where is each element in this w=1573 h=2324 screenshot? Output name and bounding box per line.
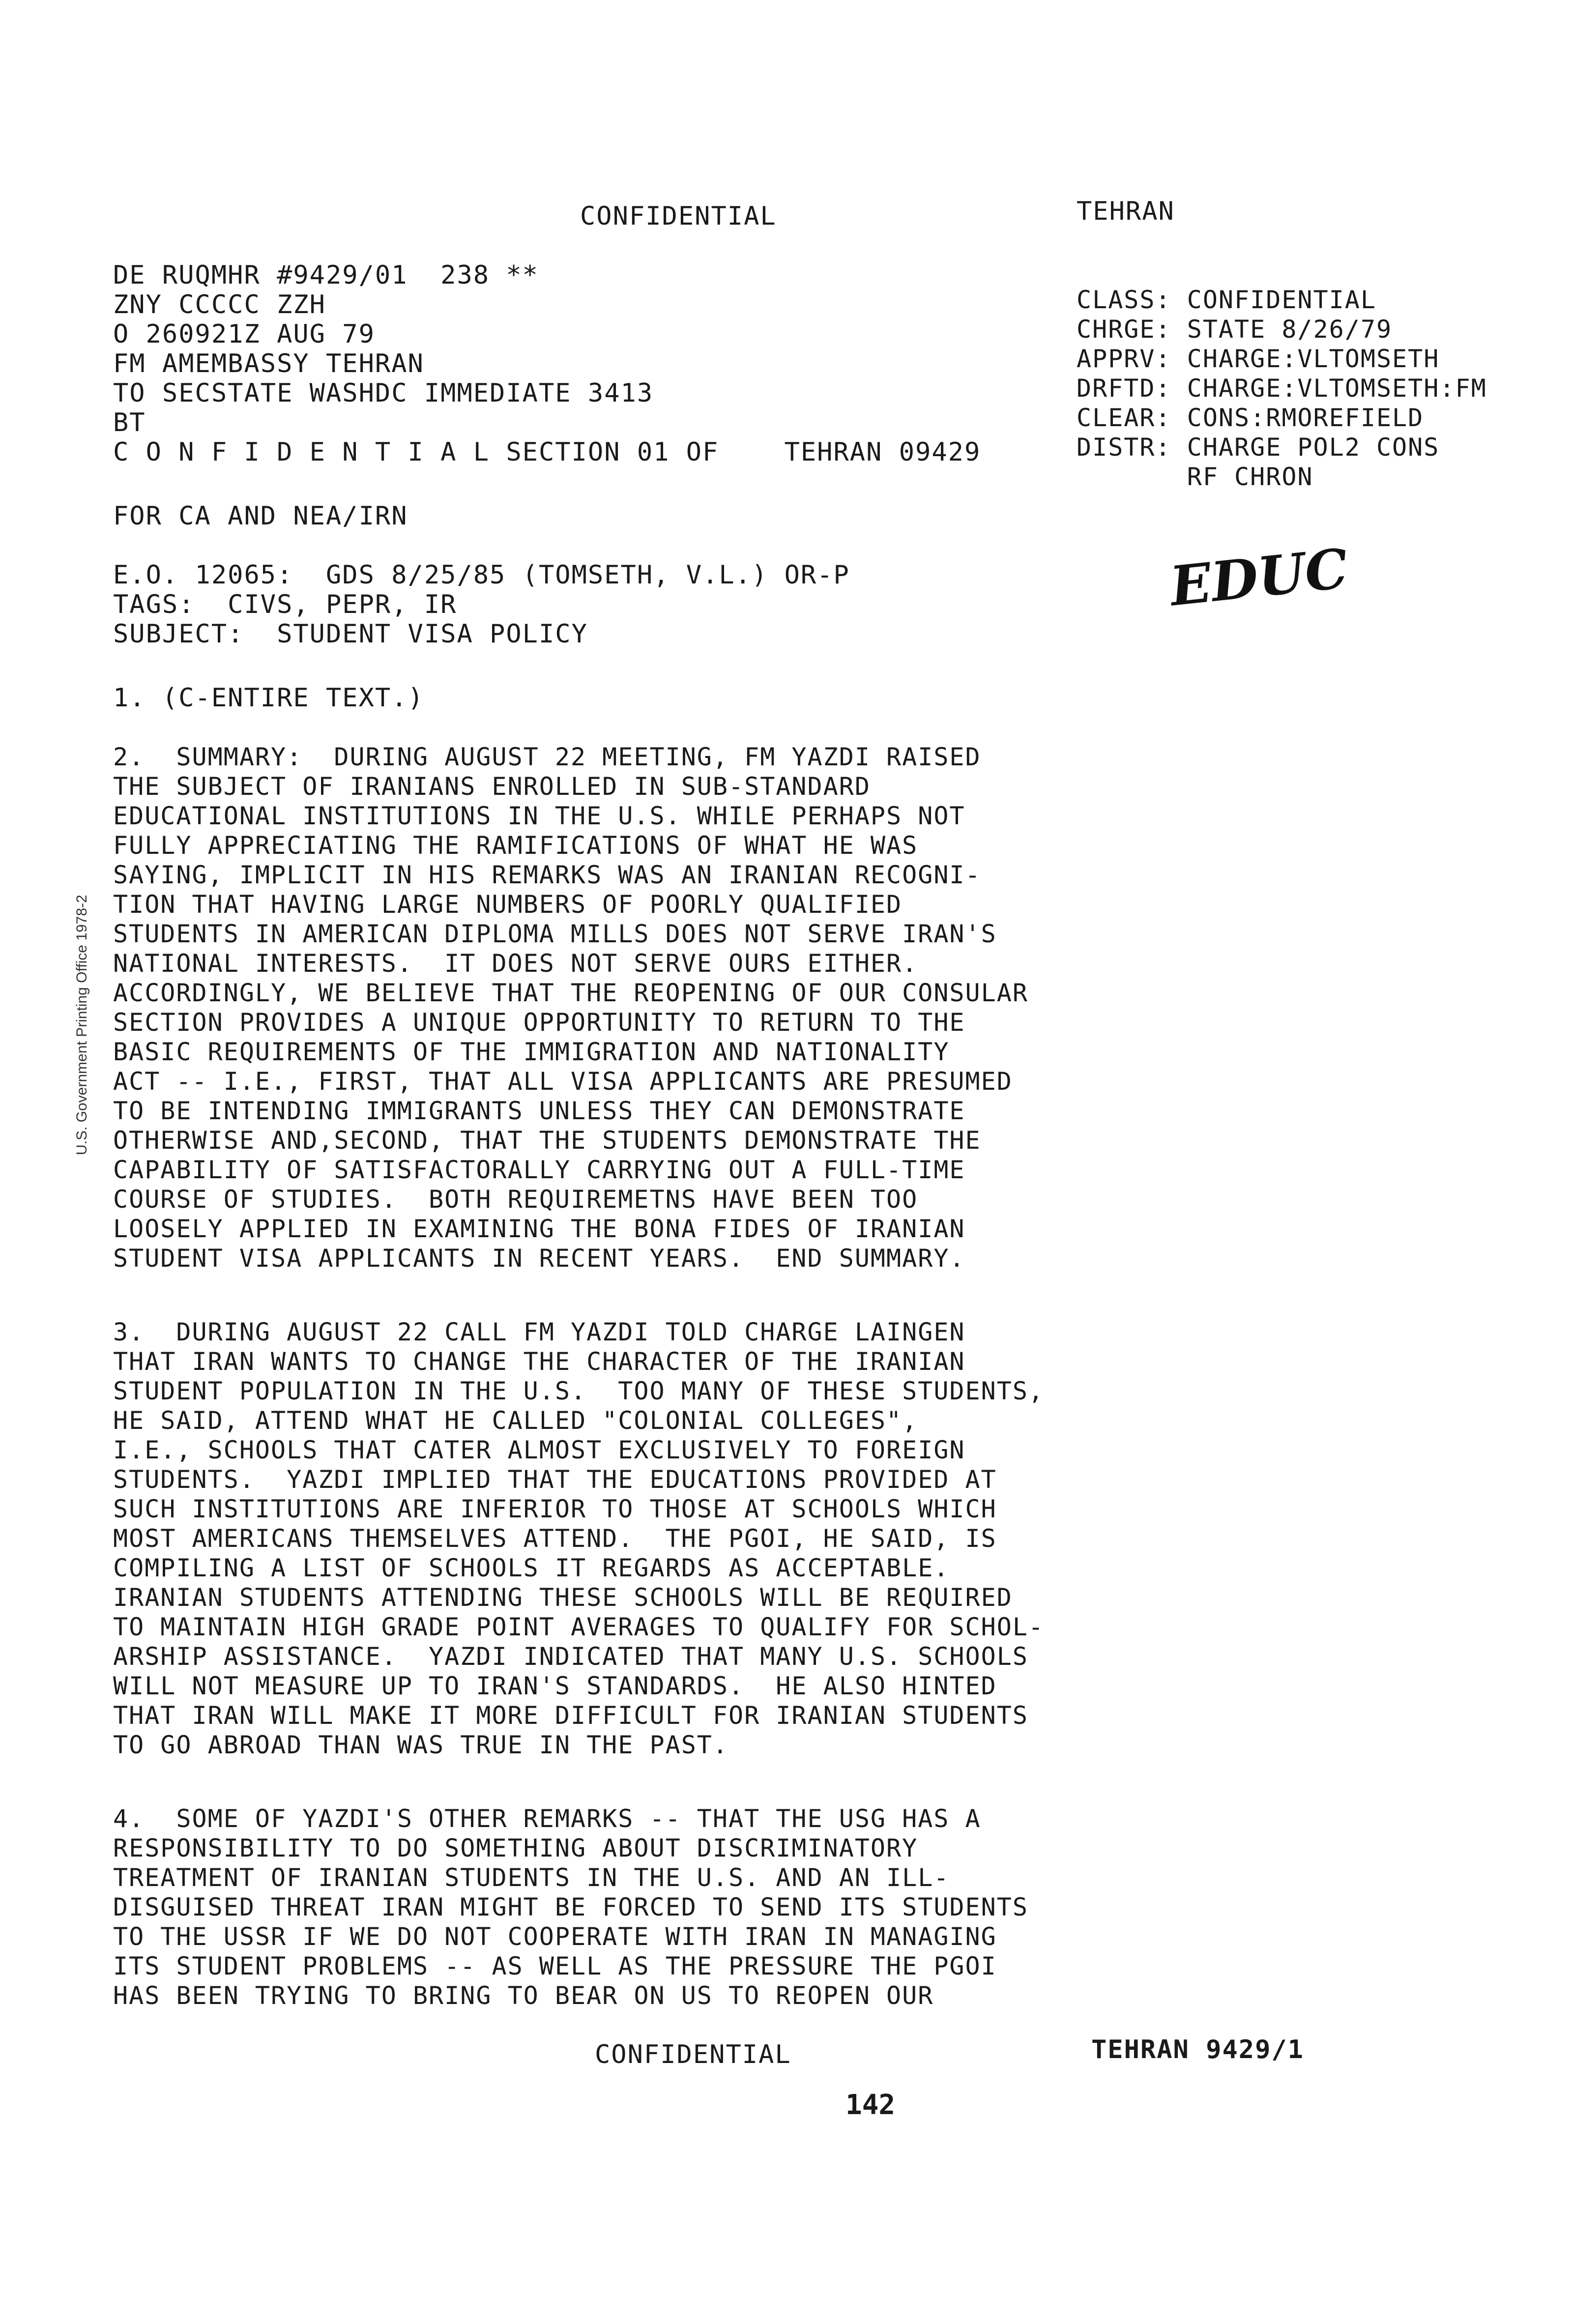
paragraph-2-line: COURSE OF STUDIES. BOTH REQUIREMETNS HAVE BEEN TOO (113, 1185, 918, 1214)
printing-office-stamp-text: U.S. Government Printing Office 1978-2 (74, 895, 90, 1155)
paragraph-2-line: TION THAT HAVING LARGE NUMBERS OF POORLY QUALIFIED (113, 890, 903, 919)
paragraph-3-line: COMPILING A LIST OF SCHOOLS IT REGARDS AS ACCEPTABLE. (113, 1554, 950, 1582)
paragraph-2-line: OTHERWISE AND,SECOND, THAT THE STUDENTS DEMONSTRATE THE (113, 1126, 981, 1155)
paragraph-4-line: RESPONSIBILITY TO DO SOMETHING ABOUT DISCRIMINATORY (113, 1834, 918, 1862)
header-classification: CONFIDENTIAL (580, 202, 777, 231)
routing-line: ZNY CCCCC ZZH (113, 290, 326, 320)
reference-line: E.O. 12065: GDS 8/25/85 (TOMSETH, V.L.) OR-P (113, 560, 850, 590)
paragraph-3-line: TO GO ABROAD THAN WAS TRUE IN THE PAST. (113, 1731, 728, 1759)
metadata-line: CLASS: CONFIDENTIAL (1077, 286, 1376, 314)
paragraph-3-line: TO MAINTAIN HIGH GRADE POINT AVERAGES TO QUALIFY FOR SCHOL- (113, 1613, 1045, 1641)
header-tehran-ref: TEHRAN (1077, 197, 1175, 226)
reference-line: TAGS: CIVS, PEPR, IR (113, 590, 457, 619)
paragraph-3-line: 3. DURING AUGUST 22 CALL FM YAZDI TOLD CHARGE LAINGEN (113, 1318, 965, 1346)
printing-office-stamp (74, 723, 103, 1155)
paragraph-4-line: 4. SOME OF YAZDI'S OTHER REMARKS -- THAT THE USG HAS A (113, 1804, 981, 1833)
paragraph-2-line: THE SUBJECT OF IRANIANS ENROLLED IN SUB-STANDARD (113, 772, 871, 801)
page-number: 142 (845, 2089, 896, 2121)
metadata-line: APPRV: CHARGE:VLTOMSETH (1077, 345, 1440, 373)
paragraph-2-line: CAPABILITY OF SATISFACTORALLY CARRYING OUT A FULL-TIME (113, 1156, 965, 1184)
paragraph-3-line: ARSHIP ASSISTANCE. YAZDI INDICATED THAT MANY U.S. SCHOOLS (113, 1642, 1028, 1671)
metadata-line: DRFTD: CHARGE:VLTOMSETH:FM (1077, 374, 1487, 403)
paragraph-2-line: 2. SUMMARY: DURING AUGUST 22 MEETING, FM YAZDI RAISED (113, 743, 981, 771)
paragraph-2-line: STUDENTS IN AMERICAN DIPLOMA MILLS DOES NOT SERVE IRAN'S (113, 920, 997, 948)
paragraph-3-line: IRANIAN STUDENTS ATTENDING THESE SCHOOLS WILL BE REQUIRED (113, 1583, 1013, 1612)
metadata-line: DISTR: CHARGE POL2 CONS (1077, 433, 1440, 462)
paragraph-3-line: THAT IRAN WANTS TO CHANGE THE CHARACTER OF THE IRANIAN (113, 1347, 965, 1376)
paragraph-2-line: NATIONAL INTERESTS. IT DOES NOT SERVE OURS EITHER. (113, 949, 918, 978)
metadata-line: CHRGE: STATE 8/26/79 (1077, 315, 1393, 344)
paragraph-2-line: LOOSELY APPLIED IN EXAMINING THE BONA FIDES OF IRANIAN (113, 1215, 965, 1243)
metadata-line: RF CHRON (1077, 463, 1313, 491)
paragraph-1: 1. (C-ENTIRE TEXT.) (113, 683, 424, 713)
paragraph-2-line: EDUCATIONAL INSTITUTIONS IN THE U.S. WHILE PERHAPS NOT (113, 802, 965, 830)
paragraph-4-line: HAS BEEN TRYING TO BRING TO BEAR ON US TO REOPEN OUR (113, 1981, 934, 2010)
paragraph-3-line: STUDENTS. YAZDI IMPLIED THAT THE EDUCATIONS PROVIDED AT (113, 1465, 997, 1494)
for-line: FOR CA AND NEA/IRN (113, 501, 408, 531)
routing-line: O 260921Z AUG 79 (113, 320, 375, 349)
paragraph-3-line: STUDENT POPULATION IN THE U.S. TOO MANY OF THESE STUDENTS, (113, 1377, 1045, 1405)
paragraph-3-line: THAT IRAN WILL MAKE IT MORE DIFFICULT FOR IRANIAN STUDENTS (113, 1701, 1028, 1730)
subject-line: SUBJECT: STUDENT VISA POLICY (113, 619, 588, 649)
metadata-line: CLEAR: CONS:RMOREFIELD (1077, 404, 1424, 432)
footer-reference: TEHRAN 9429/1 (1091, 2035, 1304, 2064)
paragraph-3-line: WILL NOT MEASURE UP TO IRAN'S STANDARDS. HE ALSO HINTED (113, 1672, 997, 1700)
paragraph-2-line: STUDENT VISA APPLICANTS IN RECENT YEARS. END SUMMARY. (113, 1244, 965, 1273)
paragraph-2-line: FULLY APPRECIATING THE RAMIFICATIONS OF WHAT HE WAS (113, 831, 918, 860)
handwritten-note: EDUC (1167, 536, 1351, 618)
routing-line: BT (113, 408, 146, 437)
paragraph-3-line: I.E., SCHOOLS THAT CATER ALMOST EXCLUSIVELY TO FOREIGN (113, 1436, 965, 1464)
routing-line: DE RUQMHR #9429/01 238 ** (113, 261, 539, 290)
paragraph-4-line: ITS STUDENT PROBLEMS -- AS WELL AS THE PRESSURE THE PGOI (113, 1952, 997, 1980)
paragraph-2-line: SECTION PROVIDES A UNIQUE OPPORTUNITY TO RETURN TO THE (113, 1008, 965, 1037)
section-line: C O N F I D E N T I A L SECTION 01 OF TEHRAN 09429 (113, 437, 981, 467)
paragraph-3-line: HE SAID, ATTEND WHAT HE CALLED "COLONIAL COLLEGES", (113, 1406, 918, 1435)
footer-classification: CONFIDENTIAL (595, 2040, 791, 2069)
paragraph-4-line: TO THE USSR IF WE DO NOT COOPERATE WITH IRAN IN MANAGING (113, 1922, 997, 1951)
paragraph-2-line: BASIC REQUIREMENTS OF THE IMMIGRATION AND NATIONALITY (113, 1038, 950, 1066)
paragraph-3-line: SUCH INSTITUTIONS ARE INFERIOR TO THOSE AT SCHOOLS WHICH (113, 1495, 997, 1523)
paragraph-2-line: TO BE INTENDING IMMIGRANTS UNLESS THEY CAN DEMONSTRATE (113, 1097, 965, 1125)
paragraph-3-line: MOST AMERICANS THEMSELVES ATTEND. THE PGOI, HE SAID, IS (113, 1524, 997, 1553)
paragraph-4-line: TREATMENT OF IRANIAN STUDENTS IN THE U.S. AND AN ILL- (113, 1863, 950, 1892)
paragraph-2-line: SAYING, IMPLICIT IN HIS REMARKS WAS AN IRANIAN RECOGNI- (113, 861, 981, 889)
paragraph-2-line: ACT -- I.E., FIRST, THAT ALL VISA APPLICANTS ARE PRESUMED (113, 1067, 1013, 1096)
routing-line: FM AMEMBASSY TEHRAN (113, 349, 424, 378)
paragraph-2-line: ACCORDINGLY, WE BELIEVE THAT THE REOPENING OF OUR CONSULAR (113, 979, 1028, 1007)
paragraph-4-line: DISGUISED THREAT IRAN MIGHT BE FORCED TO SEND ITS STUDENTS (113, 1893, 1028, 1921)
routing-line: TO SECSTATE WASHDC IMMEDIATE 3413 (113, 378, 654, 408)
